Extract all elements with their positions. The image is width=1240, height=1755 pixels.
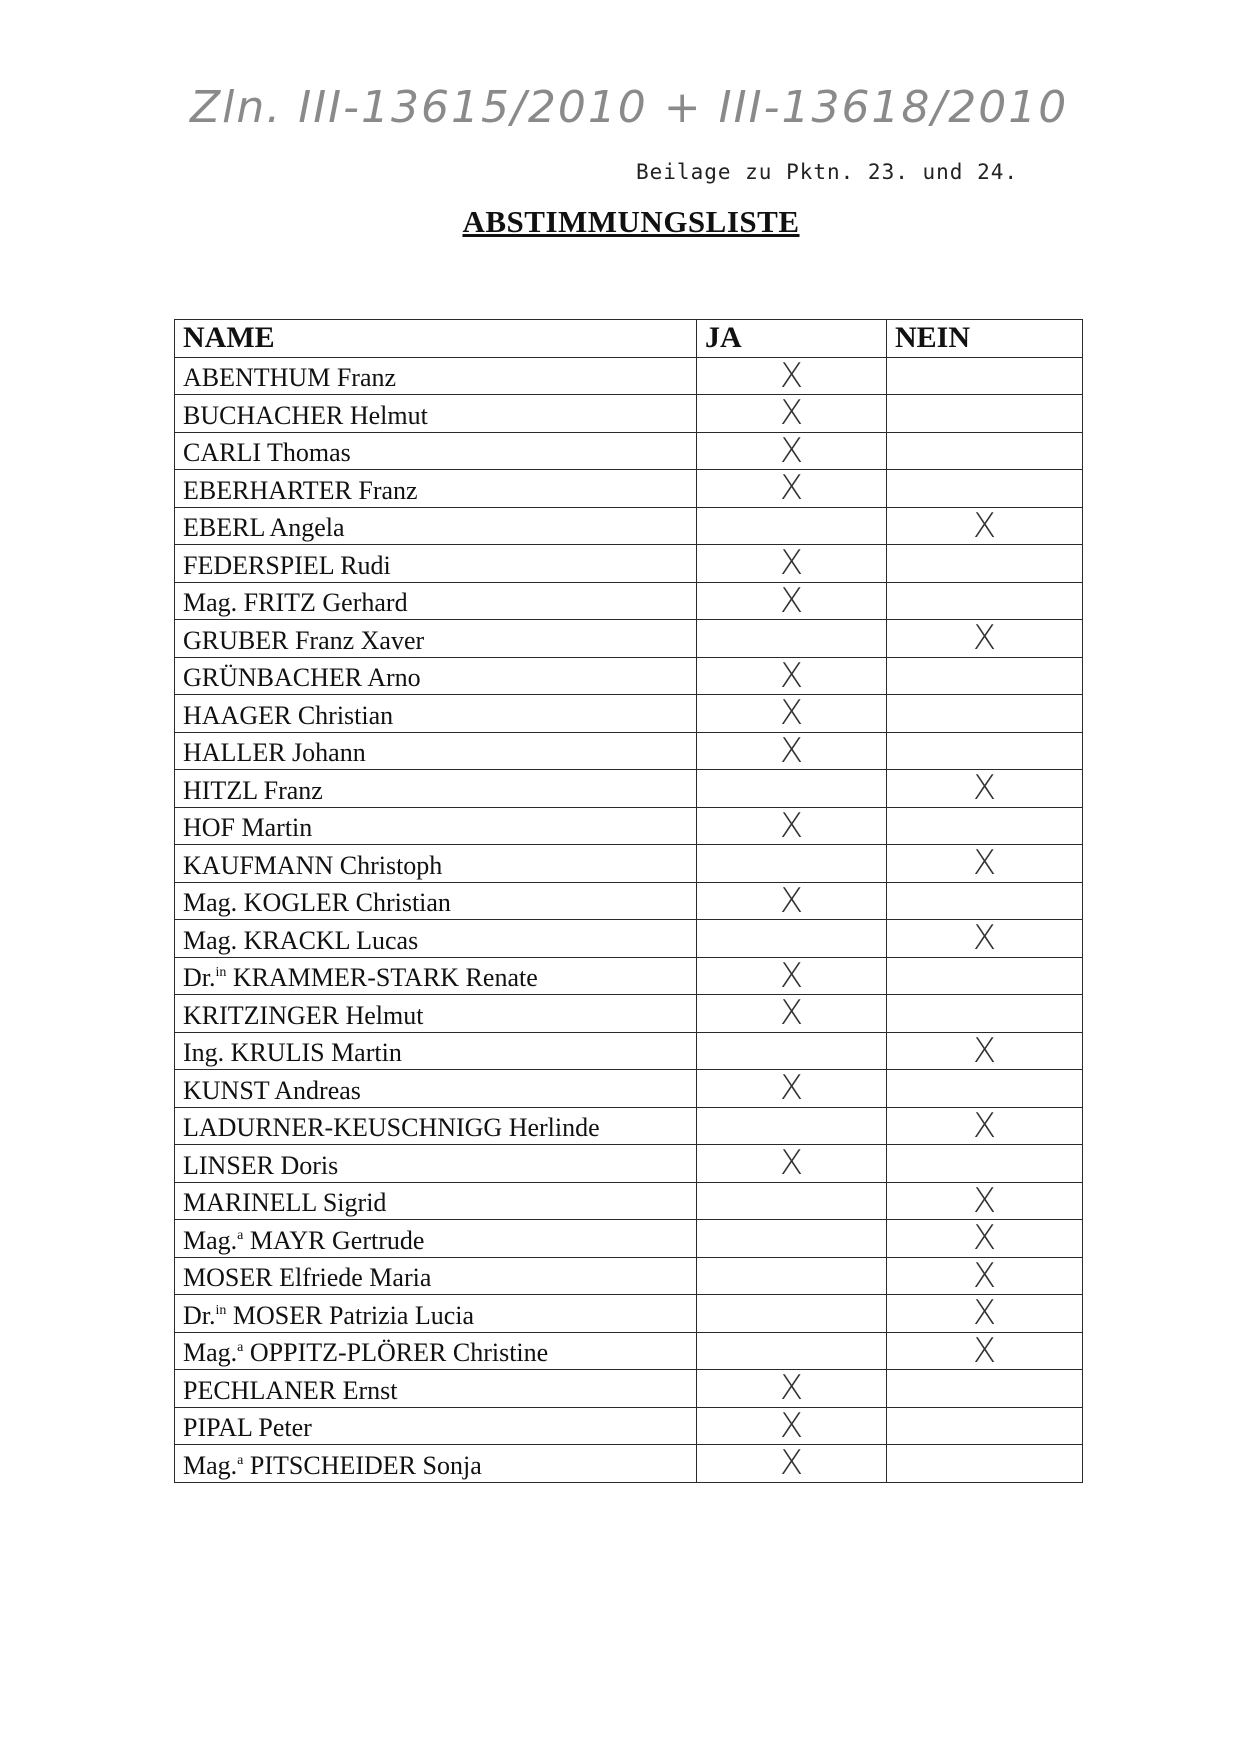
- member-name-cell: [175, 1182, 697, 1220]
- vote-ja-cell: [697, 1407, 887, 1445]
- vote-nein-cell: [887, 957, 1083, 995]
- vote-nein-cell: [887, 470, 1083, 508]
- vote-ja-cell: [697, 1107, 887, 1145]
- table-row: [175, 957, 1083, 995]
- member-name-cell: [175, 545, 697, 583]
- table-row: [175, 545, 1083, 583]
- table-row: [175, 845, 1083, 883]
- table-row: [175, 882, 1083, 920]
- vote-nein-cell: [887, 1332, 1083, 1370]
- vote-ja-cell: [697, 920, 887, 958]
- vote-nein-cell: [887, 1107, 1083, 1145]
- vote-nein-cell: [887, 995, 1083, 1033]
- member-name-cell: [175, 582, 697, 620]
- vote-nein-cell: [887, 620, 1083, 658]
- title-suffix: a: [237, 1340, 244, 1355]
- vote-nein-cell: [887, 357, 1083, 395]
- title-suffix: in: [215, 965, 227, 980]
- title-prefix: Ing.: [183, 1038, 225, 1067]
- vote-nein-cell: [887, 1445, 1083, 1483]
- vote-ja-cell: [697, 1445, 887, 1483]
- title-prefix: Mag.: [183, 925, 238, 955]
- table-row: [175, 1220, 1083, 1258]
- member-name-cell: [175, 732, 697, 770]
- member-name-cell: [175, 995, 697, 1033]
- member-name: EBERL Angela: [183, 513, 345, 542]
- vote-mark: X: [779, 805, 804, 846]
- vote-nein-cell: [887, 1070, 1083, 1108]
- vote-mark: X: [972, 768, 997, 809]
- member-name: KRAMMER-STARK Renate: [232, 963, 538, 992]
- member-name: MOSER Patrizia Lucia: [232, 1300, 475, 1330]
- table-row: [175, 732, 1083, 770]
- table-row: [175, 582, 1083, 620]
- table-row: [175, 770, 1083, 808]
- member-name-cell: [175, 770, 697, 808]
- vote-ja-cell: [697, 732, 887, 770]
- table-row: [175, 1332, 1083, 1370]
- vote-nein-cell: [887, 1257, 1083, 1295]
- table-row: [175, 695, 1083, 733]
- member-name-cell: [175, 470, 697, 508]
- vote-ja-cell: [697, 582, 887, 620]
- title-suffix: in: [215, 1302, 227, 1318]
- vote-mark: X: [779, 955, 804, 996]
- member-name-cell: [175, 432, 697, 470]
- vote-ja-cell: [697, 1070, 887, 1108]
- member-name: CARLI Thomas: [183, 438, 351, 467]
- vote-nein-cell: [887, 1370, 1083, 1408]
- vote-mark: X: [972, 1180, 997, 1221]
- vote-ja-cell: [697, 620, 887, 658]
- member-name: OPPITZ-PLÖRER Christine: [249, 1338, 549, 1367]
- attachment-note: Beilage zu Pktn. 23. und 24.: [636, 160, 1019, 184]
- member-name: EBERHARTER Franz: [183, 475, 418, 505]
- vote-mark: X: [779, 993, 804, 1034]
- table-row: [175, 1145, 1083, 1183]
- vote-ja-cell: [697, 882, 887, 920]
- vote-mark: X: [779, 1405, 804, 1446]
- vote-nein-cell: [887, 732, 1083, 770]
- member-name-cell: [175, 1032, 697, 1070]
- member-name: LINSER Doris: [183, 1150, 339, 1180]
- vote-mark: X: [779, 1368, 804, 1409]
- member-name-cell: [175, 1257, 697, 1295]
- member-name-cell: [175, 507, 697, 545]
- vote-mark: X: [972, 1218, 997, 1259]
- member-name-cell: [175, 1332, 697, 1370]
- member-name: MAYR Gertrude: [249, 1225, 425, 1255]
- vote-mark: X: [972, 1255, 997, 1296]
- vote-mark: X: [779, 1443, 804, 1484]
- member-name-cell: [175, 920, 697, 958]
- table-row: [175, 920, 1083, 958]
- member-name: HITZL Franz: [183, 775, 323, 805]
- vote-table: [174, 319, 1083, 1483]
- table-row: [175, 807, 1083, 845]
- vote-nein-cell: [887, 695, 1083, 733]
- member-name: PITSCHEIDER Sonja: [249, 1450, 482, 1480]
- title-prefix: Dr.: [183, 963, 216, 992]
- vote-nein-cell: [887, 1407, 1083, 1445]
- member-name-cell: [175, 657, 697, 695]
- column-header-name: NAME: [175, 320, 697, 358]
- vote-nein-cell: [887, 545, 1083, 583]
- vote-mark: X: [779, 355, 804, 396]
- vote-rows: [175, 357, 1083, 1482]
- member-name: GRUBER Franz Xaver: [183, 625, 425, 655]
- member-name: KRITZINGER Helmut: [183, 1000, 424, 1030]
- title-prefix: Mag.: [183, 888, 238, 917]
- vote-ja-cell: [697, 770, 887, 808]
- vote-ja-cell: [697, 957, 887, 995]
- page-title: ABSTIMMUNGSLISTE: [462, 204, 800, 239]
- vote-mark: X: [779, 430, 804, 471]
- vote-ja-cell: [697, 1220, 887, 1258]
- title-prefix: Dr.: [183, 1300, 216, 1330]
- member-name-cell: [175, 1220, 697, 1258]
- member-name: GRÜNBACHER Arno: [183, 663, 421, 692]
- member-name-cell: [175, 882, 697, 920]
- vote-mark: X: [779, 393, 804, 434]
- table-row: [175, 470, 1083, 508]
- vote-mark: X: [779, 693, 804, 734]
- vote-mark: X: [779, 730, 804, 771]
- member-name-cell: [175, 695, 697, 733]
- title-prefix: Mag.: [183, 588, 238, 617]
- member-name: LADURNER-KEUSCHNIGG Herlinde: [183, 1113, 600, 1142]
- vote-nein-cell: [887, 882, 1083, 920]
- vote-mark: X: [972, 918, 997, 959]
- vote-mark: X: [972, 505, 997, 546]
- table-row: [175, 1295, 1083, 1333]
- vote-ja-cell: [697, 657, 887, 695]
- member-name: KRULIS Martin: [230, 1038, 402, 1067]
- vote-ja-cell: [697, 995, 887, 1033]
- member-name: FRITZ Gerhard: [243, 588, 408, 617]
- member-name-cell: [175, 1145, 697, 1183]
- table-header-row: [175, 320, 1083, 358]
- vote-mark: X: [779, 1143, 804, 1184]
- member-name: HOF Martin: [183, 813, 313, 842]
- vote-mark: X: [972, 1105, 997, 1146]
- member-name-cell: [175, 1407, 697, 1445]
- vote-mark: X: [779, 880, 804, 921]
- vote-mark: X: [972, 1330, 997, 1371]
- member-name-cell: [175, 1445, 697, 1483]
- vote-nein-cell: [887, 1295, 1083, 1333]
- vote-mark: X: [779, 580, 804, 621]
- vote-nein-cell: [887, 657, 1083, 695]
- member-name-cell: [175, 1107, 697, 1145]
- table-row: [175, 657, 1083, 695]
- member-name-cell: [175, 357, 697, 395]
- table-row: [175, 395, 1083, 433]
- vote-nein-cell: [887, 507, 1083, 545]
- member-name-cell: [175, 957, 697, 995]
- member-name: MARINELL Sigrid: [183, 1188, 387, 1217]
- member-name-cell: [175, 1295, 697, 1333]
- vote-ja-cell: [697, 1295, 887, 1333]
- title-suffix: a: [237, 1452, 244, 1468]
- vote-nein-cell: [887, 1220, 1083, 1258]
- table-row: [175, 995, 1083, 1033]
- vote-ja-cell: [697, 1145, 887, 1183]
- member-name-cell: [175, 620, 697, 658]
- vote-mark: X: [779, 1068, 804, 1109]
- member-name: MOSER Elfriede Maria: [183, 1263, 432, 1292]
- table-row: [175, 1032, 1083, 1070]
- vote-ja-cell: [697, 695, 887, 733]
- member-name-cell: [175, 1370, 697, 1408]
- vote-mark: X: [972, 1293, 997, 1334]
- vote-ja-cell: [697, 545, 887, 583]
- vote-ja-cell: [697, 1257, 887, 1295]
- vote-nein-cell: [887, 845, 1083, 883]
- vote-ja-cell: [697, 1332, 887, 1370]
- member-name-cell: [175, 845, 697, 883]
- member-name: FEDERSPIEL Rudi: [183, 550, 391, 580]
- vote-nein-cell: [887, 1182, 1083, 1220]
- table-row: [175, 1070, 1083, 1108]
- table-row: [175, 507, 1083, 545]
- member-name: KUNST Andreas: [183, 1075, 361, 1105]
- column-header-nein: NEIN: [887, 320, 1083, 358]
- vote-ja-cell: [697, 807, 887, 845]
- vote-nein-cell: [887, 432, 1083, 470]
- handwritten-file-reference: Zln. III-13615/2010 + III-13618/2010: [190, 82, 1069, 133]
- vote-nein-cell: [887, 920, 1083, 958]
- member-name: KAUFMANN Christoph: [183, 850, 443, 880]
- vote-ja-cell: [697, 1032, 887, 1070]
- member-name: BUCHACHER Helmut: [183, 400, 428, 430]
- vote-ja-cell: [697, 357, 887, 395]
- column-header-ja: JA: [697, 320, 887, 358]
- vote-mark: X: [972, 843, 997, 884]
- title-suffix: a: [237, 1227, 244, 1243]
- title-prefix: Mag.: [183, 1450, 238, 1480]
- vote-ja-cell: [697, 845, 887, 883]
- title-prefix: Mag.: [183, 1338, 238, 1367]
- vote-ja-cell: [697, 1370, 887, 1408]
- vote-ja-cell: [697, 395, 887, 433]
- vote-mark: X: [779, 468, 804, 509]
- vote-mark: X: [779, 543, 804, 584]
- vote-nein-cell: [887, 807, 1083, 845]
- table-row: [175, 1407, 1083, 1445]
- table-row: [175, 1257, 1083, 1295]
- table-row: [175, 357, 1083, 395]
- member-name-cell: [175, 1070, 697, 1108]
- table-row: [175, 1182, 1083, 1220]
- member-name: PIPAL Peter: [183, 1413, 312, 1442]
- member-name: HAAGER Christian: [183, 700, 394, 730]
- title-prefix: Mag.: [183, 1225, 238, 1255]
- vote-nein-cell: [887, 770, 1083, 808]
- vote-nein-cell: [887, 1145, 1083, 1183]
- table-row: [175, 620, 1083, 658]
- table-row: [175, 1370, 1083, 1408]
- member-name: KRACKL Lucas: [243, 925, 419, 955]
- vote-mark: X: [779, 655, 804, 696]
- member-name: KOGLER Christian: [243, 888, 451, 917]
- member-name-cell: [175, 395, 697, 433]
- vote-ja-cell: [697, 470, 887, 508]
- member-name: PECHLANER Ernst: [183, 1375, 398, 1405]
- member-name-cell: [175, 807, 697, 845]
- vote-nein-cell: [887, 395, 1083, 433]
- vote-ja-cell: [697, 507, 887, 545]
- table-row: [175, 1445, 1083, 1483]
- member-name: ABENTHUM Franz: [183, 363, 397, 392]
- vote-ja-cell: [697, 1182, 887, 1220]
- vote-mark: X: [972, 618, 997, 659]
- table-row: [175, 1107, 1083, 1145]
- member-name: HALLER Johann: [183, 738, 366, 767]
- table-row: [175, 432, 1083, 470]
- vote-nein-cell: [887, 1032, 1083, 1070]
- vote-nein-cell: [887, 582, 1083, 620]
- vote-ja-cell: [697, 432, 887, 470]
- vote-mark: X: [972, 1030, 997, 1071]
